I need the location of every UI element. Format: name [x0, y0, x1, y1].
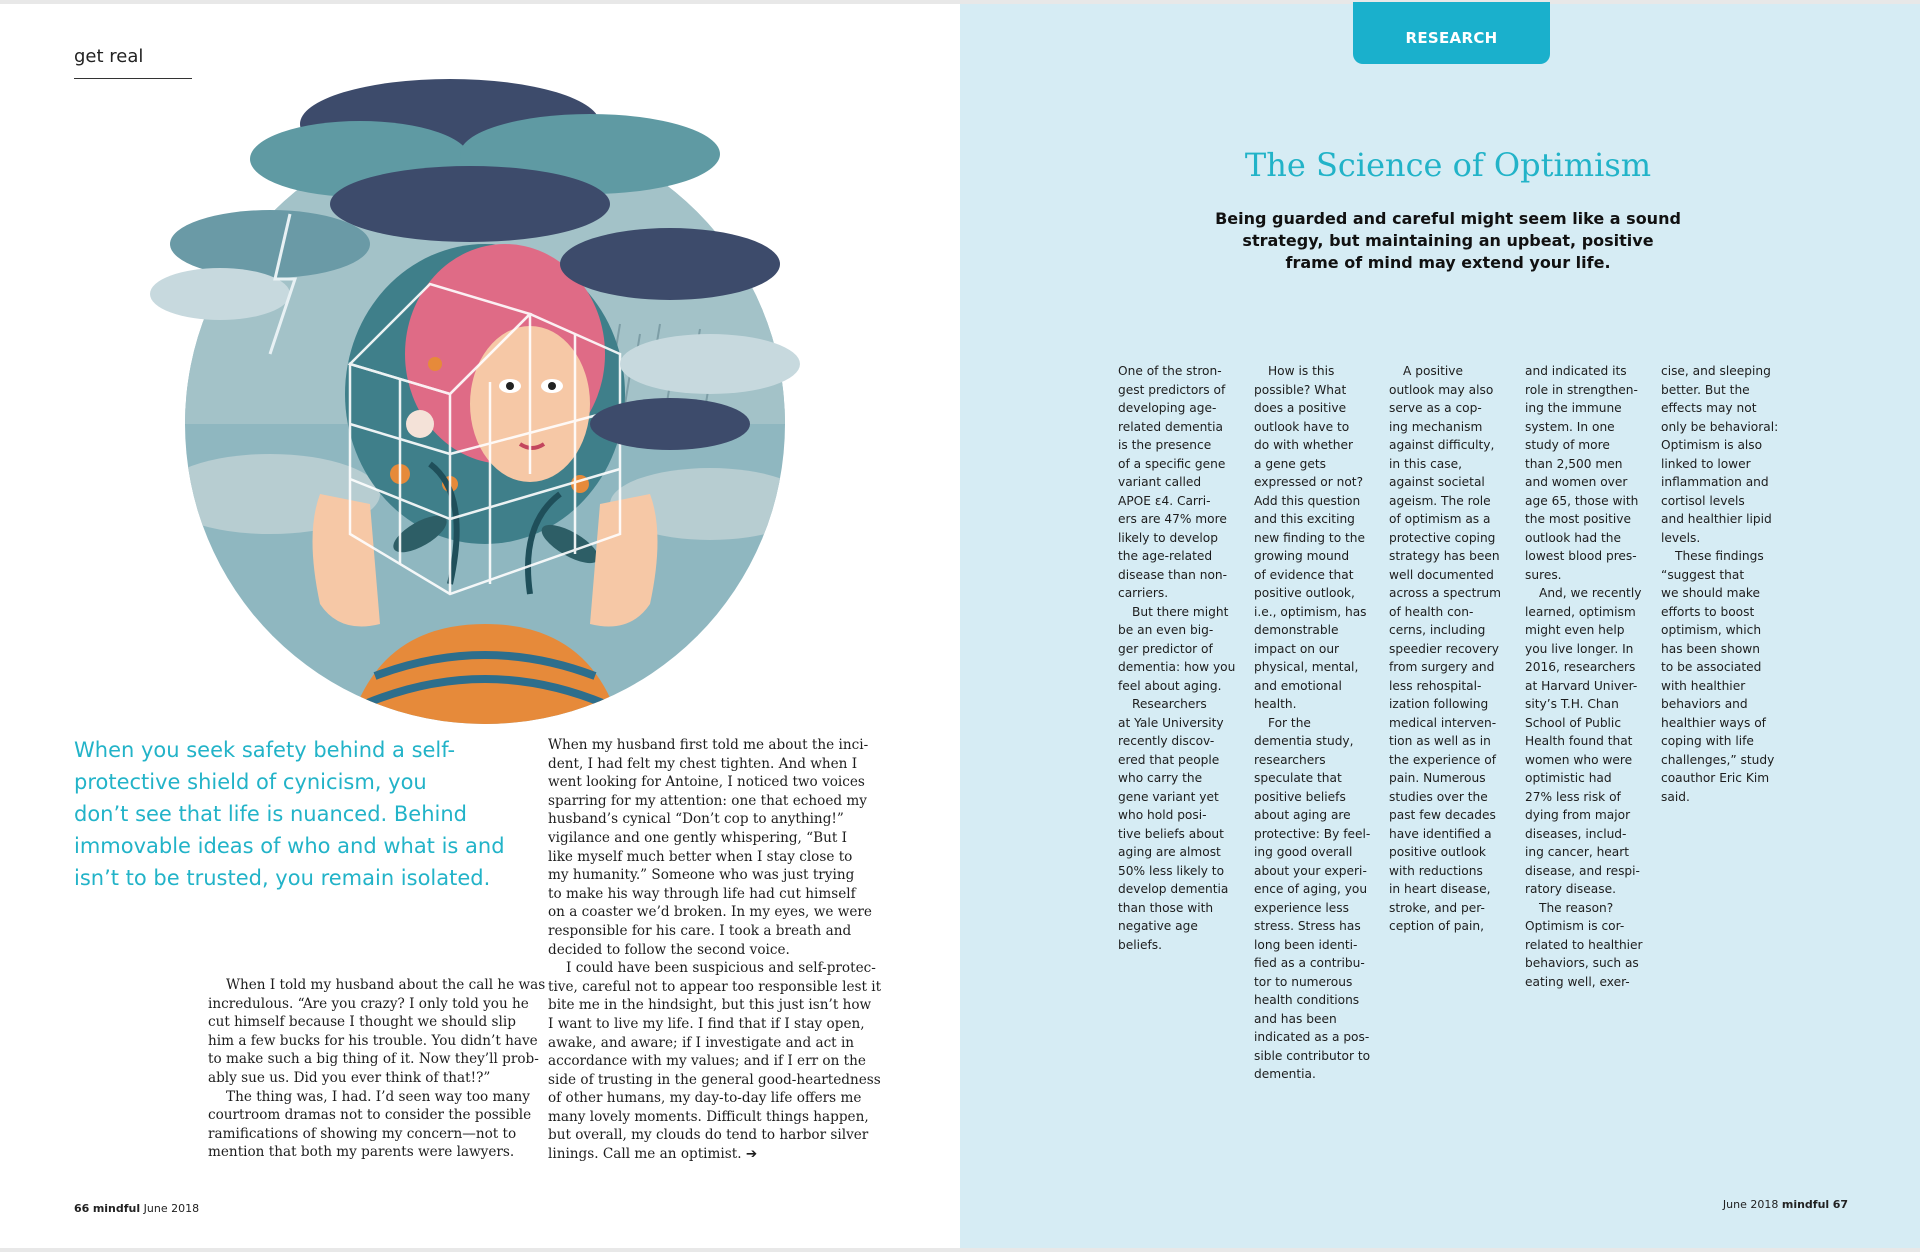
- research-line: effects may not: [1661, 401, 1757, 415]
- research-line: Health found that: [1525, 734, 1633, 748]
- research-line: less rehospital-: [1389, 678, 1482, 693]
- body-line: my humanity.” Someone who was just trying: [548, 867, 855, 884]
- research-line: likely to develop: [1118, 530, 1218, 545]
- research-line: possible? What: [1254, 382, 1347, 397]
- research-line: outlook may also: [1389, 382, 1494, 397]
- research-line: experience less: [1254, 900, 1350, 915]
- research-line: related dementia: [1118, 419, 1223, 434]
- research-line: dementia.: [1254, 1067, 1316, 1081]
- issue-date: June 2018: [143, 1202, 200, 1215]
- research-line: be an even big-: [1118, 623, 1214, 637]
- body-line: went looking for Antoine, I noticed two voices: [548, 774, 865, 791]
- body-line: mention that both my parents were lawyers.: [208, 1144, 515, 1161]
- research-line: do with whether: [1254, 438, 1353, 452]
- research-line: tion as well as in: [1389, 734, 1491, 748]
- research-line: to be associated: [1661, 660, 1762, 674]
- research-line: researchers: [1254, 752, 1326, 767]
- body-line: awake, and aware; if I investigate and act in: [548, 1034, 855, 1051]
- research-line: inflammation and: [1661, 475, 1769, 489]
- research-line: pain. Numerous: [1389, 771, 1486, 785]
- research-line: How is this: [1268, 364, 1335, 378]
- research-line: the most positive: [1525, 512, 1632, 526]
- research-line: in this case,: [1389, 456, 1462, 471]
- research-line: only be behavioral:: [1661, 419, 1779, 434]
- research-line: disease than non-: [1118, 567, 1228, 582]
- research-line: learned, optimism: [1525, 604, 1636, 619]
- body-line: I could have been suspicious and self-protec-: [566, 960, 876, 977]
- research-line: better. But the: [1661, 382, 1750, 397]
- body-line: ramifications of showing my concern—not to: [208, 1125, 517, 1142]
- research-line: Add this question: [1254, 493, 1361, 508]
- research-line: health conditions: [1254, 993, 1360, 1007]
- research-line: sible contributor to: [1254, 1048, 1371, 1063]
- research-line: of health con-: [1389, 604, 1474, 619]
- research-line: demonstrable: [1254, 623, 1339, 637]
- research-line: sity’s T.H. Chan: [1525, 697, 1619, 711]
- issue-date: June 2018: [1722, 1198, 1779, 1211]
- left-page: [0, 4, 960, 1248]
- research-line: we should make: [1661, 586, 1761, 600]
- research-line: speedier recovery: [1389, 641, 1499, 656]
- research-line: and healthier lipid: [1661, 512, 1772, 526]
- research-line: develop dementia: [1118, 882, 1229, 896]
- body-line: many lovely moments. Difficult things happen,: [548, 1108, 869, 1125]
- body-line: incredulous. “Are you crazy? I only told you he: [208, 995, 529, 1012]
- research-column-2: [1254, 362, 1382, 1084]
- research-line: ing cancer, heart: [1525, 845, 1630, 859]
- research-line: with healthier: [1661, 678, 1746, 693]
- research-column-4: [1525, 362, 1653, 991]
- body-line: linings. Call me an optimist. ➔: [548, 1146, 758, 1163]
- body-line: responsible for his care. I took a breath and: [548, 922, 852, 939]
- research-line: sures.: [1525, 567, 1562, 582]
- research-line: behaviors, such as: [1525, 956, 1639, 970]
- folio-left: [74, 1202, 199, 1215]
- research-line: with reductions: [1389, 863, 1483, 878]
- research-line: ing mechanism: [1389, 419, 1483, 434]
- research-line: recently discov-: [1118, 734, 1215, 748]
- research-line: study of more: [1525, 438, 1610, 452]
- body-line: When my husband first told me about the inci-: [548, 737, 869, 753]
- research-line: coping with life: [1661, 734, 1754, 748]
- research-line: from surgery and: [1389, 660, 1495, 674]
- research-line: ratory disease.: [1525, 882, 1616, 896]
- research-line: ers are 47% more: [1118, 512, 1227, 526]
- body-line: dent, I had felt my chest tighten. And when I: [548, 755, 858, 772]
- research-line: at Harvard Univer-: [1525, 678, 1638, 693]
- research-line: These findings: [1675, 549, 1764, 563]
- research-line: 50% less likely to: [1118, 863, 1225, 878]
- research-column-3: [1389, 362, 1517, 936]
- dek-line: frame of mind may extend your life.: [1285, 253, 1611, 272]
- research-line: cise, and sleeping: [1661, 364, 1771, 378]
- research-line: who hold posi-: [1118, 808, 1207, 822]
- research-line: disease, and respi-: [1525, 863, 1640, 878]
- research-line: lowest blood pres-: [1525, 549, 1637, 563]
- research-line: ization following: [1389, 697, 1489, 711]
- research-line: than 2,500 men: [1525, 456, 1623, 471]
- body-line: courtroom dramas not to consider the possible: [208, 1107, 532, 1124]
- research-line: ing the immune: [1525, 401, 1622, 415]
- body-line: side of trusting in the general good-heartedness: [548, 1071, 881, 1088]
- research-line: coauthor Eric Kim: [1661, 771, 1770, 785]
- research-line: and has been: [1254, 1011, 1337, 1026]
- research-line: strategy has been: [1389, 549, 1500, 563]
- research-line: system. In one: [1525, 419, 1615, 434]
- research-line: tor to numerous: [1254, 974, 1353, 989]
- research-line: challenges,” study: [1661, 752, 1775, 767]
- research-line: dementia study,: [1254, 734, 1354, 748]
- dek-line: strategy, but maintaining an upbeat, positive: [1242, 231, 1654, 250]
- research-line: stroke, and per-: [1389, 900, 1485, 915]
- research-line: well documented: [1389, 567, 1494, 582]
- research-line: new finding to the: [1254, 530, 1366, 545]
- body-column-left: [208, 976, 546, 1162]
- research-line: ger predictor of: [1118, 641, 1213, 656]
- research-line: One of the stron-: [1118, 364, 1222, 378]
- research-line: has been shown: [1661, 641, 1760, 656]
- body-line: of other humans, my day-to-day life offers me: [548, 1090, 862, 1107]
- research-line: at Yale University: [1118, 715, 1224, 730]
- research-line: who carry the: [1118, 771, 1203, 785]
- research-column-1: [1118, 362, 1246, 954]
- research-line: of a specific gene: [1118, 456, 1226, 471]
- article-title: The Science of Optimism: [1244, 146, 1652, 184]
- folio-right: [1723, 1198, 1848, 1211]
- research-line: i.e., optimism, has: [1254, 604, 1367, 619]
- research-line: cortisol levels: [1661, 493, 1745, 508]
- pull-quote: [74, 734, 504, 894]
- research-line: physical, mental,: [1254, 660, 1359, 674]
- research-line: and women over: [1525, 475, 1628, 489]
- research-line: long been identi-: [1254, 937, 1358, 952]
- research-line: diseases, includ-: [1525, 826, 1627, 841]
- research-line: against societal: [1389, 475, 1485, 489]
- research-line: past few decades: [1389, 808, 1496, 822]
- research-line: across a spectrum: [1389, 586, 1501, 600]
- research-line: a gene gets: [1254, 456, 1327, 471]
- magazine-name: mindful: [1781, 1198, 1830, 1211]
- pullquote-line: isn’t to be trusted, you remain isolated.: [74, 866, 491, 890]
- research-line: gest predictors of: [1118, 382, 1226, 397]
- research-line: impact on our: [1254, 641, 1340, 656]
- research-line: is the presence: [1118, 438, 1212, 452]
- research-line: related to healthier: [1525, 937, 1643, 952]
- research-line: studies over the: [1389, 789, 1488, 804]
- research-line: of optimism as a: [1389, 512, 1491, 526]
- research-line: role in strengthen-: [1525, 382, 1638, 397]
- research-line: speculate that: [1254, 771, 1342, 785]
- research-line: stress. Stress has: [1254, 919, 1361, 933]
- research-line: feel about aging.: [1118, 678, 1222, 693]
- research-line: gene variant yet: [1118, 789, 1219, 804]
- research-line: carriers.: [1118, 586, 1169, 600]
- body-line: to make such a big thing of it. Now they’ll prob-: [208, 1051, 539, 1068]
- research-line: healthier ways of: [1661, 715, 1766, 730]
- research-line: variant called: [1118, 475, 1202, 489]
- research-line: Researchers: [1132, 697, 1207, 711]
- research-line: might even help: [1525, 623, 1625, 637]
- research-line: protective coping: [1389, 530, 1496, 545]
- research-line: Optimism is cor-: [1525, 919, 1625, 933]
- research-line: against difficulty,: [1389, 438, 1495, 452]
- research-line: outlook had the: [1525, 530, 1621, 545]
- body-line: tive, careful not to appear too responsible lest it: [548, 978, 882, 995]
- body-line: ably sue us. Did you ever think of that!?”: [208, 1069, 491, 1086]
- research-line: and indicated its: [1525, 364, 1627, 378]
- research-tab: RESEARCH: [1353, 2, 1550, 64]
- research-line: dementia: how you: [1118, 660, 1236, 674]
- research-line: positive beliefs: [1254, 789, 1346, 804]
- research-line: levels.: [1661, 530, 1701, 545]
- pullquote-line: When you seek safety behind a self-: [74, 738, 456, 762]
- research-line: in heart disease,: [1389, 882, 1491, 896]
- research-line: efforts to boost: [1661, 604, 1755, 619]
- research-line: tive beliefs about: [1118, 826, 1224, 841]
- research-line: 2016, researchers: [1525, 660, 1636, 674]
- research-line: Optimism is also: [1661, 438, 1763, 452]
- dek-line: Being guarded and careful might seem like a sound: [1215, 209, 1681, 228]
- research-line: said.: [1661, 789, 1690, 804]
- research-line: A positive: [1403, 364, 1464, 378]
- research-line: you live longer. In: [1525, 641, 1634, 656]
- research-line: dying from major: [1525, 808, 1631, 822]
- research-line: negative age: [1118, 919, 1198, 933]
- research-line: aging are almost: [1118, 845, 1221, 859]
- research-line: 27% less risk of: [1525, 789, 1621, 804]
- research-line: and emotional: [1254, 678, 1342, 693]
- research-line: ered that people: [1118, 752, 1220, 767]
- body-column-right: [548, 736, 882, 1164]
- research-line: linked to lower: [1661, 456, 1751, 471]
- body-line: accordance with my values; and if I err on the: [548, 1053, 866, 1070]
- body-line: decided to follow the second voice.: [548, 941, 790, 958]
- magazine-name: mindful: [92, 1202, 141, 1215]
- body-line: him a few bucks for his trouble. You didn’t have: [208, 1032, 538, 1049]
- research-line: ence of aging, you: [1254, 882, 1368, 896]
- research-line: growing mound: [1254, 549, 1350, 563]
- research-line: the experience of: [1389, 752, 1497, 767]
- page-number: 66: [74, 1202, 90, 1215]
- research-line: positive outlook: [1389, 845, 1486, 859]
- research-line: serve as a cop-: [1389, 401, 1482, 415]
- research-line: does a positive: [1254, 401, 1347, 415]
- research-line: positive outlook,: [1254, 586, 1355, 600]
- article-dek: [1160, 208, 1736, 274]
- research-line: cerns, including: [1389, 623, 1486, 637]
- research-line: But there might: [1132, 604, 1229, 619]
- research-line: than those with: [1118, 900, 1214, 915]
- optimism-illustration: [150, 64, 820, 724]
- research-line: “suggest that: [1661, 567, 1745, 582]
- research-line: and this exciting: [1254, 512, 1355, 526]
- body-line: sparring for my attention: one that echoed my: [548, 792, 867, 809]
- body-line: but overall, my clouds do tend to harbor silver: [548, 1127, 869, 1144]
- research-line: optimistic had: [1525, 771, 1612, 785]
- research-line: the age-related: [1118, 549, 1213, 563]
- research-line: of evidence that: [1254, 567, 1354, 582]
- research-line: protective: By feel-: [1254, 826, 1371, 841]
- research-line: And, we recently: [1539, 586, 1642, 600]
- body-line: vigilance and one gently whispering, “But I: [548, 829, 848, 846]
- body-line: I want to live my life. I find that if I stay open,: [548, 1015, 865, 1032]
- research-line: medical interven-: [1389, 715, 1497, 730]
- pullquote-line: protective shield of cynicism, you: [74, 770, 427, 794]
- research-line: ageism. The role: [1389, 493, 1491, 508]
- research-line: fied as a contribu-: [1254, 956, 1365, 970]
- research-line: age 65, those with: [1525, 493, 1639, 508]
- research-line: For the: [1268, 715, 1311, 730]
- research-line: APOE ε4. Carri-: [1118, 493, 1211, 508]
- body-line: The thing was, I had. I’d seen way too many: [226, 1088, 530, 1105]
- pullquote-line: immovable ideas of who and what is and: [74, 834, 505, 858]
- research-column-5: [1661, 362, 1789, 806]
- research-line: outlook have to: [1254, 419, 1350, 434]
- research-line: developing age-: [1118, 401, 1217, 415]
- research-line: women who were: [1525, 752, 1633, 767]
- research-line: optimism, which: [1661, 623, 1762, 637]
- research-line: The reason?: [1539, 900, 1614, 915]
- research-line: beliefs.: [1118, 937, 1163, 952]
- research-line: have identified a: [1389, 826, 1492, 841]
- body-line: bite me in the hindsight, but this just isn’t how: [548, 997, 872, 1014]
- research-line: expressed or not?: [1254, 475, 1364, 489]
- research-line: about aging are: [1254, 808, 1351, 822]
- research-line: health.: [1254, 697, 1297, 711]
- research-line: eating well, exer-: [1525, 974, 1630, 989]
- body-line: husband’s cynical “Don’t cop to anything!”: [548, 811, 844, 828]
- research-line: School of Public: [1525, 715, 1622, 730]
- research-line: indicated as a pos-: [1254, 1030, 1370, 1044]
- research-line: ing good overall: [1254, 845, 1353, 859]
- body-line: to make his way through life had cut himself: [548, 885, 856, 902]
- research-line: about your experi-: [1254, 863, 1367, 878]
- body-line: cut himself because I thought we should slip: [208, 1014, 516, 1031]
- section-head: get real: [74, 46, 144, 67]
- body-line: When I told my husband about the call he was: [226, 977, 546, 993]
- body-line: like myself much better when I stay close to: [548, 848, 853, 865]
- body-line: on a coaster we’d broken. In my eyes, we were: [548, 904, 872, 921]
- research-line: behaviors and: [1661, 697, 1748, 711]
- pullquote-line: don’t see that life is nuanced. Behind: [74, 802, 468, 826]
- page-number: 67: [1832, 1198, 1848, 1211]
- research-line: ception of pain,: [1389, 919, 1484, 933]
